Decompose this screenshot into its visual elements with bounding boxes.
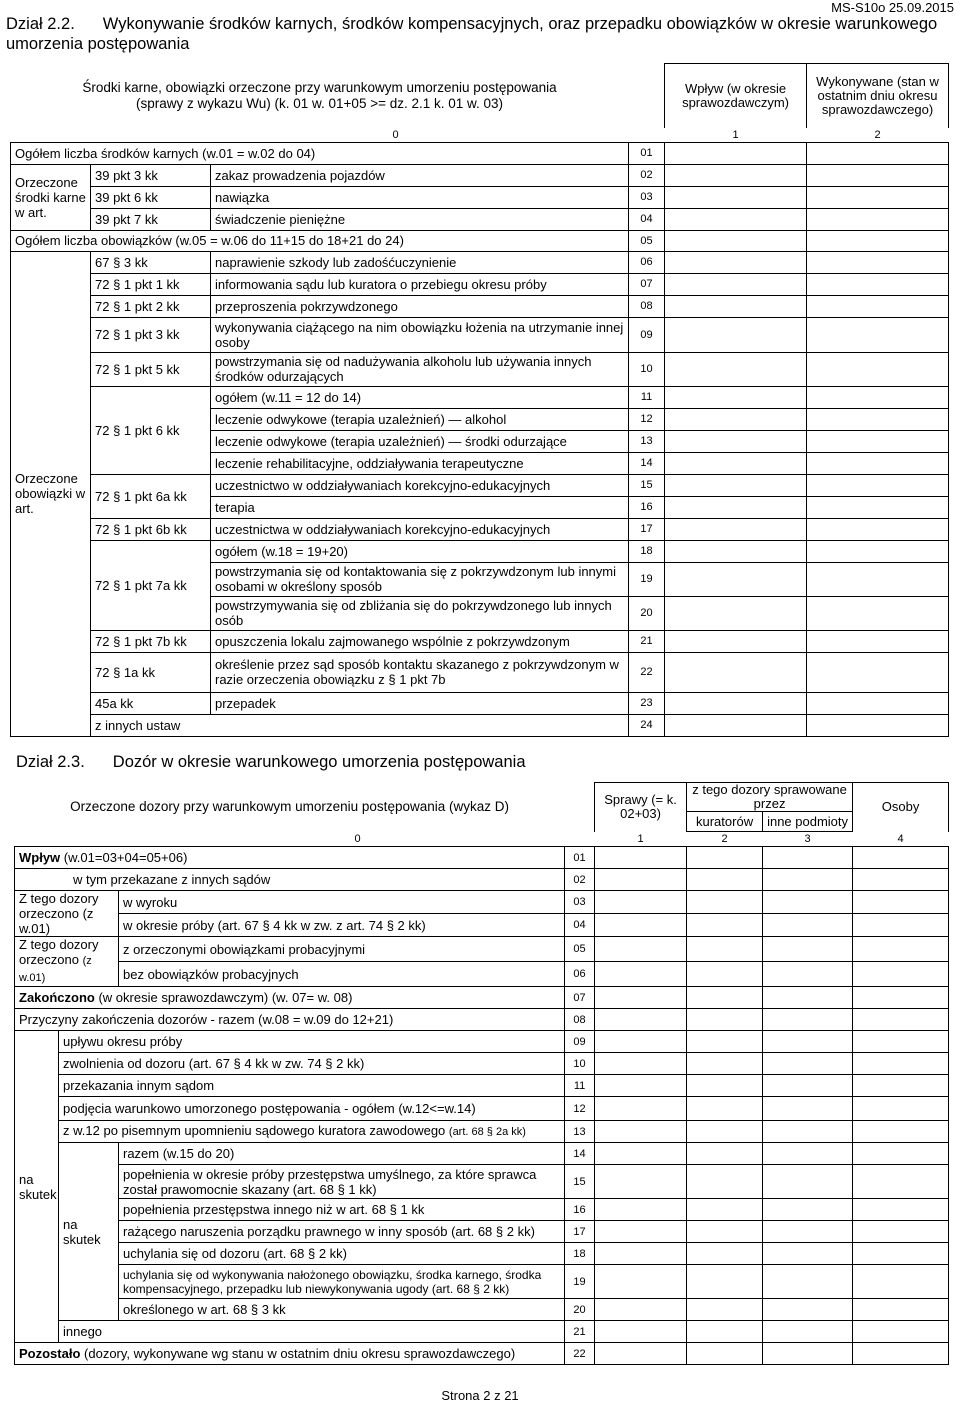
cell[interactable]: [687, 1265, 763, 1299]
row-17-art: 72 § 1 pkt 6b kk: [91, 518, 211, 540]
d-row-16-num: 16: [565, 1199, 595, 1221]
cell[interactable]: [807, 692, 949, 714]
d-row-09-num: 09: [565, 1031, 595, 1053]
row-21-desc: opuszczenia lokalu zajmowanego wspólnie z pokrzywdzonym: [211, 630, 629, 652]
cell[interactable]: [595, 891, 687, 914]
cell[interactable]: [665, 652, 807, 692]
d-row-21-label: innego: [59, 1321, 565, 1343]
row-01-num: 01: [629, 142, 665, 164]
d-row-06-label: bez obowiązków probacyjnych: [119, 962, 565, 987]
row-02-desc: zakaz prowadzenia pojazdów: [211, 164, 629, 186]
d-row-02-label: w tym przekazane z innych sądów: [15, 869, 565, 891]
cell[interactable]: [687, 1343, 763, 1365]
cell[interactable]: [763, 1097, 853, 1121]
row-20-num: 20: [629, 596, 665, 630]
d-row-02-num: 02: [565, 869, 595, 891]
col-idx-2: 2: [721, 833, 728, 845]
cell[interactable]: [853, 937, 949, 962]
row-08-desc: przeproszenia pokrzywdzonego: [211, 295, 629, 317]
cell[interactable]: [853, 914, 949, 937]
d-row-07-bold: Zakończono: [19, 990, 95, 1005]
cell[interactable]: [763, 891, 853, 914]
d-row-10-num: 10: [565, 1053, 595, 1075]
d-row-07-rest: (w okresie sprawozdawczym) (w. 07= w. 08): [98, 990, 353, 1005]
row-11-desc: ogółem (w.11 = 12 do 14): [211, 386, 629, 408]
cell[interactable]: [595, 962, 687, 987]
row-15-art: 72 § 1 pkt 6a kk: [91, 474, 211, 518]
row-24-num: 24: [629, 714, 665, 736]
cell[interactable]: [853, 1343, 949, 1365]
row-16-desc: terapia: [211, 496, 629, 518]
row-02-num: 02: [629, 164, 665, 186]
d-row-01-label: [15, 847, 565, 869]
cell[interactable]: [853, 1221, 949, 1243]
d-row-20-num: 20: [565, 1299, 595, 1321]
cell[interactable]: [665, 596, 807, 630]
row-08-num: 08: [629, 295, 665, 317]
cell[interactable]: [853, 1143, 949, 1165]
cell[interactable]: [853, 1053, 949, 1075]
row-15-desc: uczestnictwo w oddziaływaniach korekcyjno-edukacyjnych: [211, 474, 629, 496]
cell[interactable]: [807, 164, 949, 186]
cell[interactable]: [763, 1199, 853, 1221]
cell[interactable]: [595, 1075, 687, 1097]
cell[interactable]: [853, 1165, 949, 1199]
row-19-desc: powstrzymania się od kontaktowania się z pokrzywdzonym lub innymi osobami w określony sposób: [211, 562, 629, 596]
row-10-num: 10: [629, 352, 665, 386]
cell[interactable]: [763, 1143, 853, 1165]
row-10-desc: powstrzymania się od nadużywania alkoholu lub używania innych środków odurzających: [211, 352, 629, 386]
cell[interactable]: [853, 987, 949, 1009]
cell[interactable]: [763, 962, 853, 987]
cell[interactable]: [595, 847, 687, 869]
section-23-title: [16, 752, 946, 772]
d-row-13-small: (art. 68 § 2a kk): [448, 1126, 526, 1138]
cell[interactable]: [665, 208, 807, 230]
row-05-num: 05: [629, 230, 665, 251]
d-row-01-rest: (w.01=03+04=05+06): [63, 850, 188, 865]
row-02-art: 39 pkt 3 kk: [91, 164, 211, 186]
cell[interactable]: [687, 1075, 763, 1097]
cell[interactable]: [807, 652, 949, 692]
cell[interactable]: [853, 891, 949, 914]
cell[interactable]: [595, 1097, 687, 1121]
d-row-21-num: 21: [565, 1321, 595, 1343]
cell[interactable]: [665, 430, 807, 452]
d-row-20-label: określonego w art. 68 § 3 kk: [119, 1299, 565, 1321]
row-09-num: 09: [629, 317, 665, 352]
d-row-14-label: razem (w.15 do 20): [119, 1143, 565, 1165]
col-idx-0: 0: [354, 832, 361, 845]
cell[interactable]: [687, 847, 763, 869]
cell[interactable]: [687, 1009, 763, 1031]
d-row-04-num: 04: [565, 914, 595, 937]
row-23-art: 45a kk: [91, 692, 211, 714]
cell[interactable]: [665, 408, 807, 430]
row-03-art: 39 pkt 6 kk: [91, 186, 211, 208]
section-23-number: Dział 2.3.: [16, 753, 85, 771]
d-row-12-num: 12: [565, 1097, 595, 1121]
cell[interactable]: [595, 1121, 687, 1143]
d-row-16-label: popełnienia przestępstwa innego niż w art. 68 § 1 kk: [119, 1199, 565, 1221]
row-09-art: 72 § 1 pkt 3 kk: [91, 317, 211, 352]
cell[interactable]: [853, 847, 949, 869]
cell[interactable]: [687, 1299, 763, 1321]
cell[interactable]: [807, 540, 949, 562]
cell[interactable]: [665, 186, 807, 208]
row-18-desc: ogółem (w.18 = 19+20): [211, 540, 629, 562]
d-group-b-text: Z tego dozory orzeczono: [19, 937, 99, 967]
cell[interactable]: [665, 142, 807, 164]
row-07-desc: informowania sądu lub kuratora o przebiegu okresu próby: [211, 273, 629, 295]
cell[interactable]: [665, 273, 807, 295]
cell[interactable]: [763, 1075, 853, 1097]
d-row-13-label: [59, 1121, 565, 1143]
d-row-19-label: uchylania się od wykonywania nałożonego obowiązku, środka karnego, środka kompensacyjnego, przepadku lub niewykonywania ugody (art. 68 § 2 kk): [119, 1265, 565, 1299]
cell[interactable]: [665, 630, 807, 652]
d-row-22-label: [15, 1343, 565, 1365]
d-row-07-num: 07: [565, 987, 595, 1009]
d-row-18-label: uchylania się od dozoru (art. 68 § 2 kk): [119, 1243, 565, 1265]
col-head-dozory-group: z tego dozory sprawowane przez: [687, 783, 853, 812]
d-row-17-num: 17: [565, 1221, 595, 1243]
col-head-sprawy: Sprawy (= k. 02+03): [595, 783, 687, 832]
row-23-num: 23: [629, 692, 665, 714]
d-row-01-bold: Wpływ: [19, 850, 61, 865]
cell[interactable]: [853, 1121, 949, 1143]
row-01-label: Ogółem liczba środków karnych (w.01 = w.02 do 04): [11, 142, 629, 164]
d-row-14-num: 14: [565, 1143, 595, 1165]
cell[interactable]: [807, 386, 949, 408]
cell[interactable]: [807, 186, 949, 208]
row-21-num: 21: [629, 630, 665, 652]
d-row-01-num: 01: [565, 847, 595, 869]
cell[interactable]: [665, 230, 807, 251]
d-row-13-main: z w.12 po pisemnym upomnieniu sądowego kuratora zawodowego: [63, 1123, 446, 1138]
cell[interactable]: [853, 1299, 949, 1321]
row-05-label: Ogółem liczba obowiązków (w.05 = w.06 do 11+15 do 18+21 do 24): [11, 230, 629, 251]
cell[interactable]: [687, 1121, 763, 1143]
cell[interactable]: [807, 251, 949, 273]
cell[interactable]: [665, 352, 807, 386]
col-head-kuratorow: kuratorów: [687, 812, 763, 832]
cell[interactable]: [665, 496, 807, 518]
cell[interactable]: [853, 1009, 949, 1031]
row-13-desc: leczenie odwykowe (terapia uzależnień) — środki odurzające: [211, 430, 629, 452]
row-03-desc: nawiązka: [211, 186, 629, 208]
cell[interactable]: [807, 352, 949, 386]
section-22-head-desc: Środki karne, obowiązki orzeczone przy warunkowym umorzeniu postępowania (sprawy z wykazu Wu) (k. 01 w. 01+05 >= dz. 2.1 k. 01 w. 03): [82, 79, 557, 111]
row-22-num: 22: [629, 652, 665, 692]
cell[interactable]: [665, 692, 807, 714]
cell[interactable]: [595, 937, 687, 962]
cell[interactable]: [687, 962, 763, 987]
row-17-num: 17: [629, 518, 665, 540]
cell[interactable]: [595, 1343, 687, 1365]
cell[interactable]: [763, 1053, 853, 1075]
d-row-08-num: 08: [565, 1009, 595, 1031]
d-row-19-num: 19: [565, 1265, 595, 1299]
col-idx-2: 2: [874, 128, 881, 141]
cell[interactable]: [763, 1031, 853, 1053]
cell[interactable]: [687, 1165, 763, 1199]
d-row-09-label: upływu okresu próby: [59, 1031, 565, 1053]
row-06-art: 67 § 3 kk: [91, 251, 211, 273]
cell[interactable]: [665, 562, 807, 596]
cell[interactable]: [763, 1121, 853, 1143]
cell[interactable]: [807, 317, 949, 352]
row-18-num: 18: [629, 540, 665, 562]
d-row-18-num: 18: [565, 1243, 595, 1265]
d-row-22-bold: Pozostało: [19, 1346, 81, 1361]
cell[interactable]: [807, 408, 949, 430]
row-11-art: 72 § 1 pkt 6 kk: [91, 386, 211, 474]
cell[interactable]: [687, 987, 763, 1009]
cell[interactable]: [687, 914, 763, 937]
d-group-na-skutek-inner: na skutek: [59, 1143, 119, 1321]
cell[interactable]: [665, 474, 807, 496]
cell[interactable]: [665, 295, 807, 317]
col-head-osoby: Osoby: [853, 783, 949, 832]
cell[interactable]: [595, 1199, 687, 1221]
cell[interactable]: [853, 962, 949, 987]
section-22-title: [6, 14, 951, 54]
cell[interactable]: [687, 1143, 763, 1165]
d-row-03-num: 03: [565, 891, 595, 914]
row-04-num: 04: [629, 208, 665, 230]
cell[interactable]: [853, 869, 949, 891]
cell[interactable]: [807, 230, 949, 251]
cell[interactable]: [687, 1097, 763, 1121]
cell[interactable]: [665, 251, 807, 273]
row-13-num: 13: [629, 430, 665, 452]
d-row-03-label: w wyroku: [119, 891, 565, 914]
d-row-11-num: 11: [565, 1075, 595, 1097]
d-row-05-label: z orzeczonymi obowiązkami probacyjnymi: [119, 937, 565, 962]
cell[interactable]: [763, 869, 853, 891]
cell[interactable]: [595, 1265, 687, 1299]
cell[interactable]: [763, 1221, 853, 1243]
cell[interactable]: [687, 1243, 763, 1265]
row-06-num: 06: [629, 251, 665, 273]
d-row-12-label: podjęcia warunkowo umorzonego postępowania - ogółem (w.12<=w.14): [59, 1097, 565, 1121]
cell[interactable]: [763, 987, 853, 1009]
row-04-art: 39 pkt 7 kk: [91, 208, 211, 230]
row-03-num: 03: [629, 186, 665, 208]
cell[interactable]: [595, 1143, 687, 1165]
cell[interactable]: [807, 452, 949, 474]
cell[interactable]: [595, 1299, 687, 1321]
cell[interactable]: [687, 1321, 763, 1343]
section-22-number: Dział 2.2.: [6, 15, 75, 33]
cell[interactable]: [853, 1199, 949, 1221]
row-04-desc: świadczenie pieniężne: [211, 208, 629, 230]
row-09-desc: wykonywania ciążącego na nim obowiązku łożenia na utrzymanie innej osoby: [211, 317, 629, 352]
row-14-num: 14: [629, 452, 665, 474]
cell[interactable]: [807, 273, 949, 295]
cell[interactable]: [807, 596, 949, 630]
group-obowiazki: Orzeczone obowiązki w art.: [11, 251, 91, 736]
row-12-desc: leczenie odwykowe (terapia uzależnień) — alkohol: [211, 408, 629, 430]
row-07-art: 72 § 1 pkt 1 kk: [91, 273, 211, 295]
d-row-10-label: zwolnienia od dozoru (art. 67 § 4 kk w zw. 74 § 2 kk): [59, 1053, 565, 1075]
cell[interactable]: [763, 1165, 853, 1199]
row-24-art: z innych ustaw: [91, 714, 629, 736]
cell[interactable]: [807, 474, 949, 496]
cell[interactable]: [665, 518, 807, 540]
d-group-orzeczono-b: [15, 937, 119, 987]
cell[interactable]: [595, 914, 687, 937]
col-head-wykonywane: Wykonywane (stan w ostatnim dniu okresu sprawozdawczego): [807, 64, 949, 128]
cell[interactable]: [763, 847, 853, 869]
row-18-art: 72 § 1 pkt 7a kk: [91, 540, 211, 630]
d-row-11-label: przekazania innym sądom: [59, 1075, 565, 1097]
col-idx-1: 1: [732, 128, 739, 141]
d-row-04-label: w okresie próby (art. 67 § 4 kk w zw. z art. 74 § 2 kk): [119, 914, 565, 937]
row-08-art: 72 § 1 pkt 2 kk: [91, 295, 211, 317]
cell[interactable]: [595, 1321, 687, 1343]
d-row-08-label: Przyczyny zakończenia dozorów - razem (w.08 = w.09 do 12+21): [15, 1009, 565, 1031]
cell[interactable]: [763, 1243, 853, 1265]
cell[interactable]: [687, 1031, 763, 1053]
cell[interactable]: [853, 1321, 949, 1343]
cell[interactable]: [687, 1199, 763, 1221]
d-group-na-skutek: na skutek: [15, 1031, 59, 1343]
row-16-num: 16: [629, 496, 665, 518]
row-23-desc: przepadek: [211, 692, 629, 714]
cell[interactable]: [665, 714, 807, 736]
row-12-num: 12: [629, 408, 665, 430]
cell[interactable]: [595, 1243, 687, 1265]
cell[interactable]: [807, 208, 949, 230]
page-footer: Strona 2 z 21: [441, 1388, 519, 1403]
cell[interactable]: [687, 937, 763, 962]
col-head-inne: inne podmioty: [763, 812, 853, 832]
section-23-title-text: Dozór w okresie warunkowego umorzenia postępowania: [112, 753, 526, 771]
cell[interactable]: [807, 562, 949, 596]
row-14-desc: leczenie rehabilitacyjne, oddziaływania terapeutyczne: [211, 452, 629, 474]
col-idx-1: 1: [637, 832, 644, 845]
row-20-desc: powstrzymywania się od zbliżania się do pokrzywdzonego lub innych osób: [211, 596, 629, 630]
cell[interactable]: [595, 1031, 687, 1053]
cell[interactable]: [853, 1265, 949, 1299]
d-row-22-rest: (dozory, wykonywane wg stanu w ostatnim dniu okresu sprawozdawczego): [84, 1346, 516, 1361]
d-row-15-num: 15: [565, 1165, 595, 1199]
cell[interactable]: [763, 1009, 853, 1031]
cell[interactable]: [853, 1031, 949, 1053]
d-row-06-num: 06: [565, 962, 595, 987]
cell[interactable]: [853, 1097, 949, 1121]
row-06-desc: naprawienie szkody lub zadośćuczynienie: [211, 251, 629, 273]
cell[interactable]: [687, 891, 763, 914]
cell[interactable]: [595, 1009, 687, 1031]
row-17-desc: uczestnictwa w oddziaływaniach korekcyjno-edukacyjnych: [211, 518, 629, 540]
d-row-22-num: 22: [565, 1343, 595, 1365]
cell[interactable]: [595, 987, 687, 1009]
row-19-num: 19: [629, 562, 665, 596]
row-22-art: 72 § 1a kk: [91, 652, 211, 692]
d-group-orzeczono-a: Z tego dozory orzeczono (z w.01): [15, 891, 119, 937]
cell[interactable]: [807, 714, 949, 736]
cell[interactable]: [595, 1053, 687, 1075]
cell[interactable]: [687, 869, 763, 891]
col-idx-0: 0: [392, 128, 399, 141]
col-head-wplyw: Wpływ (w okresie sprawozdawczym): [665, 64, 807, 128]
cell[interactable]: [595, 869, 687, 891]
section-23-table: [14, 782, 949, 1365]
cell[interactable]: [807, 496, 949, 518]
cell[interactable]: [807, 430, 949, 452]
d-row-13-num: 13: [565, 1121, 595, 1143]
group-srodki-karne: Orzeczone środki karne w art.: [11, 164, 91, 230]
cell[interactable]: [665, 164, 807, 186]
d-row-17-label: rażącego naruszenia porządku prawnego w inny sposób (art. 68 § 2 kk): [119, 1221, 565, 1243]
cell[interactable]: [763, 914, 853, 937]
row-07-num: 07: [629, 273, 665, 295]
section-22-table: [10, 63, 949, 737]
d-row-05-num: 05: [565, 937, 595, 962]
cell[interactable]: [853, 1243, 949, 1265]
cell[interactable]: [763, 1265, 853, 1299]
cell[interactable]: [763, 1299, 853, 1321]
col-idx-3: 3: [804, 833, 811, 845]
cell[interactable]: [595, 1165, 687, 1199]
cell[interactable]: [665, 452, 807, 474]
d-row-07-label: [15, 987, 565, 1009]
row-22-desc: określenie przez sąd sposób kontaktu skazanego z pokrzywdzonym w razie orzeczenia obowiązku z § 1 pkt 7b: [211, 652, 629, 692]
section-22-title-text: Wykonywanie środków karnych, środków kompensacyjnych, oraz przepadku obowiązków w okresie warunkowego umorzenia postępowania: [6, 15, 938, 53]
d-group-b-small: (z w.01): [19, 955, 92, 984]
row-15-num: 15: [629, 474, 665, 496]
form-code: MS-S10o 25.09.2015: [831, 0, 954, 15]
cell[interactable]: [665, 317, 807, 352]
cell[interactable]: [763, 937, 853, 962]
cell[interactable]: [807, 295, 949, 317]
cell[interactable]: [763, 1321, 853, 1343]
cell[interactable]: [595, 1221, 687, 1243]
cell[interactable]: [807, 142, 949, 164]
cell[interactable]: [807, 518, 949, 540]
cell[interactable]: [665, 386, 807, 408]
row-11-num: 11: [629, 386, 665, 408]
d-row-15-label: popełnienia w okresie próby przestępstwa umyślnego, za które sprawca został prawomocnie skazany (art. 68 § 1 kk): [119, 1165, 565, 1199]
cell[interactable]: [763, 1343, 853, 1365]
row-21-art: 72 § 1 pkt 7b kk: [91, 630, 211, 652]
col-idx-4: 4: [897, 832, 904, 845]
cell[interactable]: [665, 540, 807, 562]
cell[interactable]: [687, 1221, 763, 1243]
row-10-art: 72 § 1 pkt 5 kk: [91, 352, 211, 386]
cell[interactable]: [687, 1053, 763, 1075]
cell[interactable]: [853, 1075, 949, 1097]
cell[interactable]: [807, 630, 949, 652]
section-23-head-desc: Orzeczone dozory przy warunkowym umorzeniu postępowania (wykaz D): [70, 799, 509, 814]
